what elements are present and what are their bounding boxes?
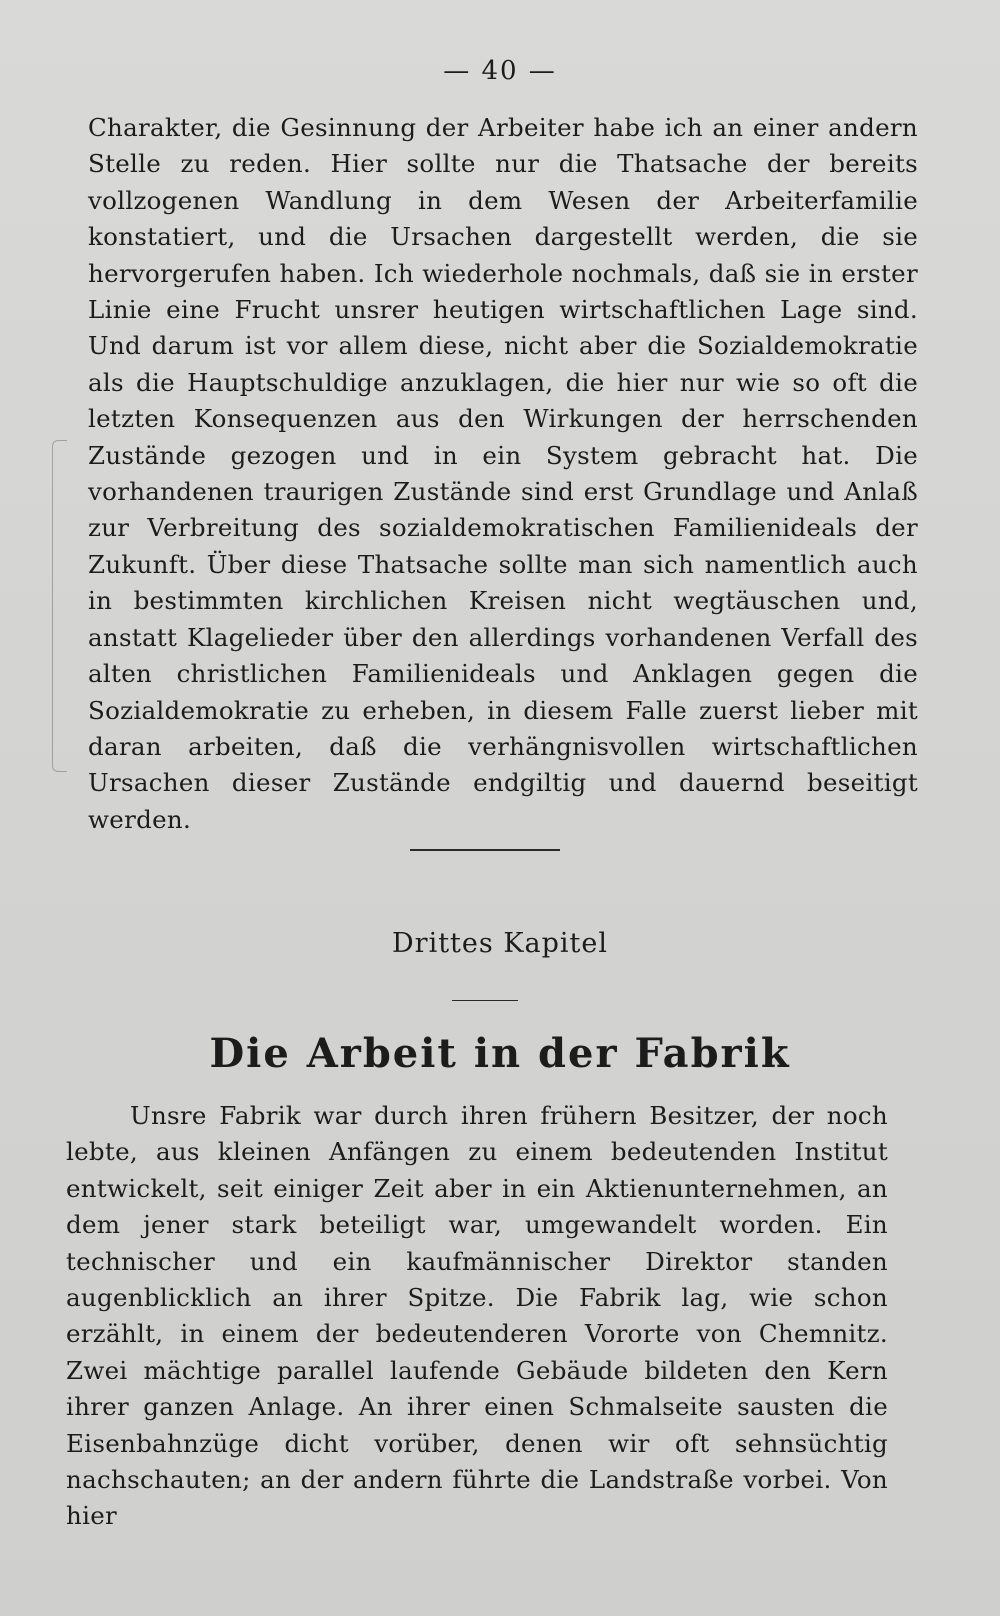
section-divider: [410, 849, 560, 851]
paragraph-text: Unsre Fabrik war durch ihren frühern Besitzer, der noch lebte, aus kleinen Anfängen zu einem bedeutenden Institut entwickelt, seit einiger Zeit aber in ein Aktienunternehmen, an dem jener stark beteiligt war, umgewandelt worden. Ein technischer und ein kaufmännischer Direktor standen augenblicklich an ihrer Spitze. Die Fabrik lag, wie schon erzählt, in einem der bedeutenderen Vororte von Chemnitz. Zwei mächtige parallel laufende Gebäude bildeten den Kern ihrer ganzen Anlage. An ihrer einen Schmalseite sausten die Eisenbahnzüge dicht vorüber, denen wir oft sehnsüchtig nachschauten; an der andern führte die Landstraße vorbei. Von hier: [66, 1101, 888, 1531]
page-number: — 40 —: [443, 56, 557, 86]
chapter-divider: [452, 1000, 518, 1001]
chapter-title: Die Arbeit in der Fabrik: [209, 1030, 791, 1077]
margin-pencil-mark: [52, 440, 67, 772]
paragraph-text: Charakter, die Gesinnung der Arbeiter habe ich an einer andern Stelle zu reden. Hier sollte nur die Thatsache der bereits vollzogenen Wandlung in dem Wesen der Arbeiterfamilie konstatiert, und die Ursachen dargestellt werden, die sie hervorgerufen haben. Ich wiederhole nochmals, daß sie in erster Linie eine Frucht unsrer heutigen wirtschaftlichen Lage sind. Und darum ist vor allem diese, nicht aber die Sozialdemokratie als die Hauptschuldige anzuklagen, die hier nur wie so oft die letzten Konsequenzen aus den Wirkungen der herrschenden Zustände gezogen und in ein System gebracht hat. Die vorhandenen traurigen Zustände sind erst Grundlage und Anlaß zur Verbreitung des sozialdemokratischen Familienideals der Zukunft. Über diese Thatsache sollte man sich namentlich auch in bestimmten kirchlichen Kreisen nicht wegtäuschen und, anstatt Klagelieder über den allerdings vorhandenen Verfall des alten christlichen Familienideals und Anklagen gegen die Sozialdemokratie zu erheben, in diesem Falle zuerst lieber mit daran arbeiten, daß die verhängnisvollen wirtschaftlichen Ursachen dieser Zustände endgiltig und dauernd beseitigt werden.: [88, 113, 918, 834]
chapter-opening-paragraph: [66, 1098, 888, 1535]
paragraph-continuation: [88, 110, 918, 838]
chapter-label: Drittes Kapitel: [392, 928, 608, 959]
